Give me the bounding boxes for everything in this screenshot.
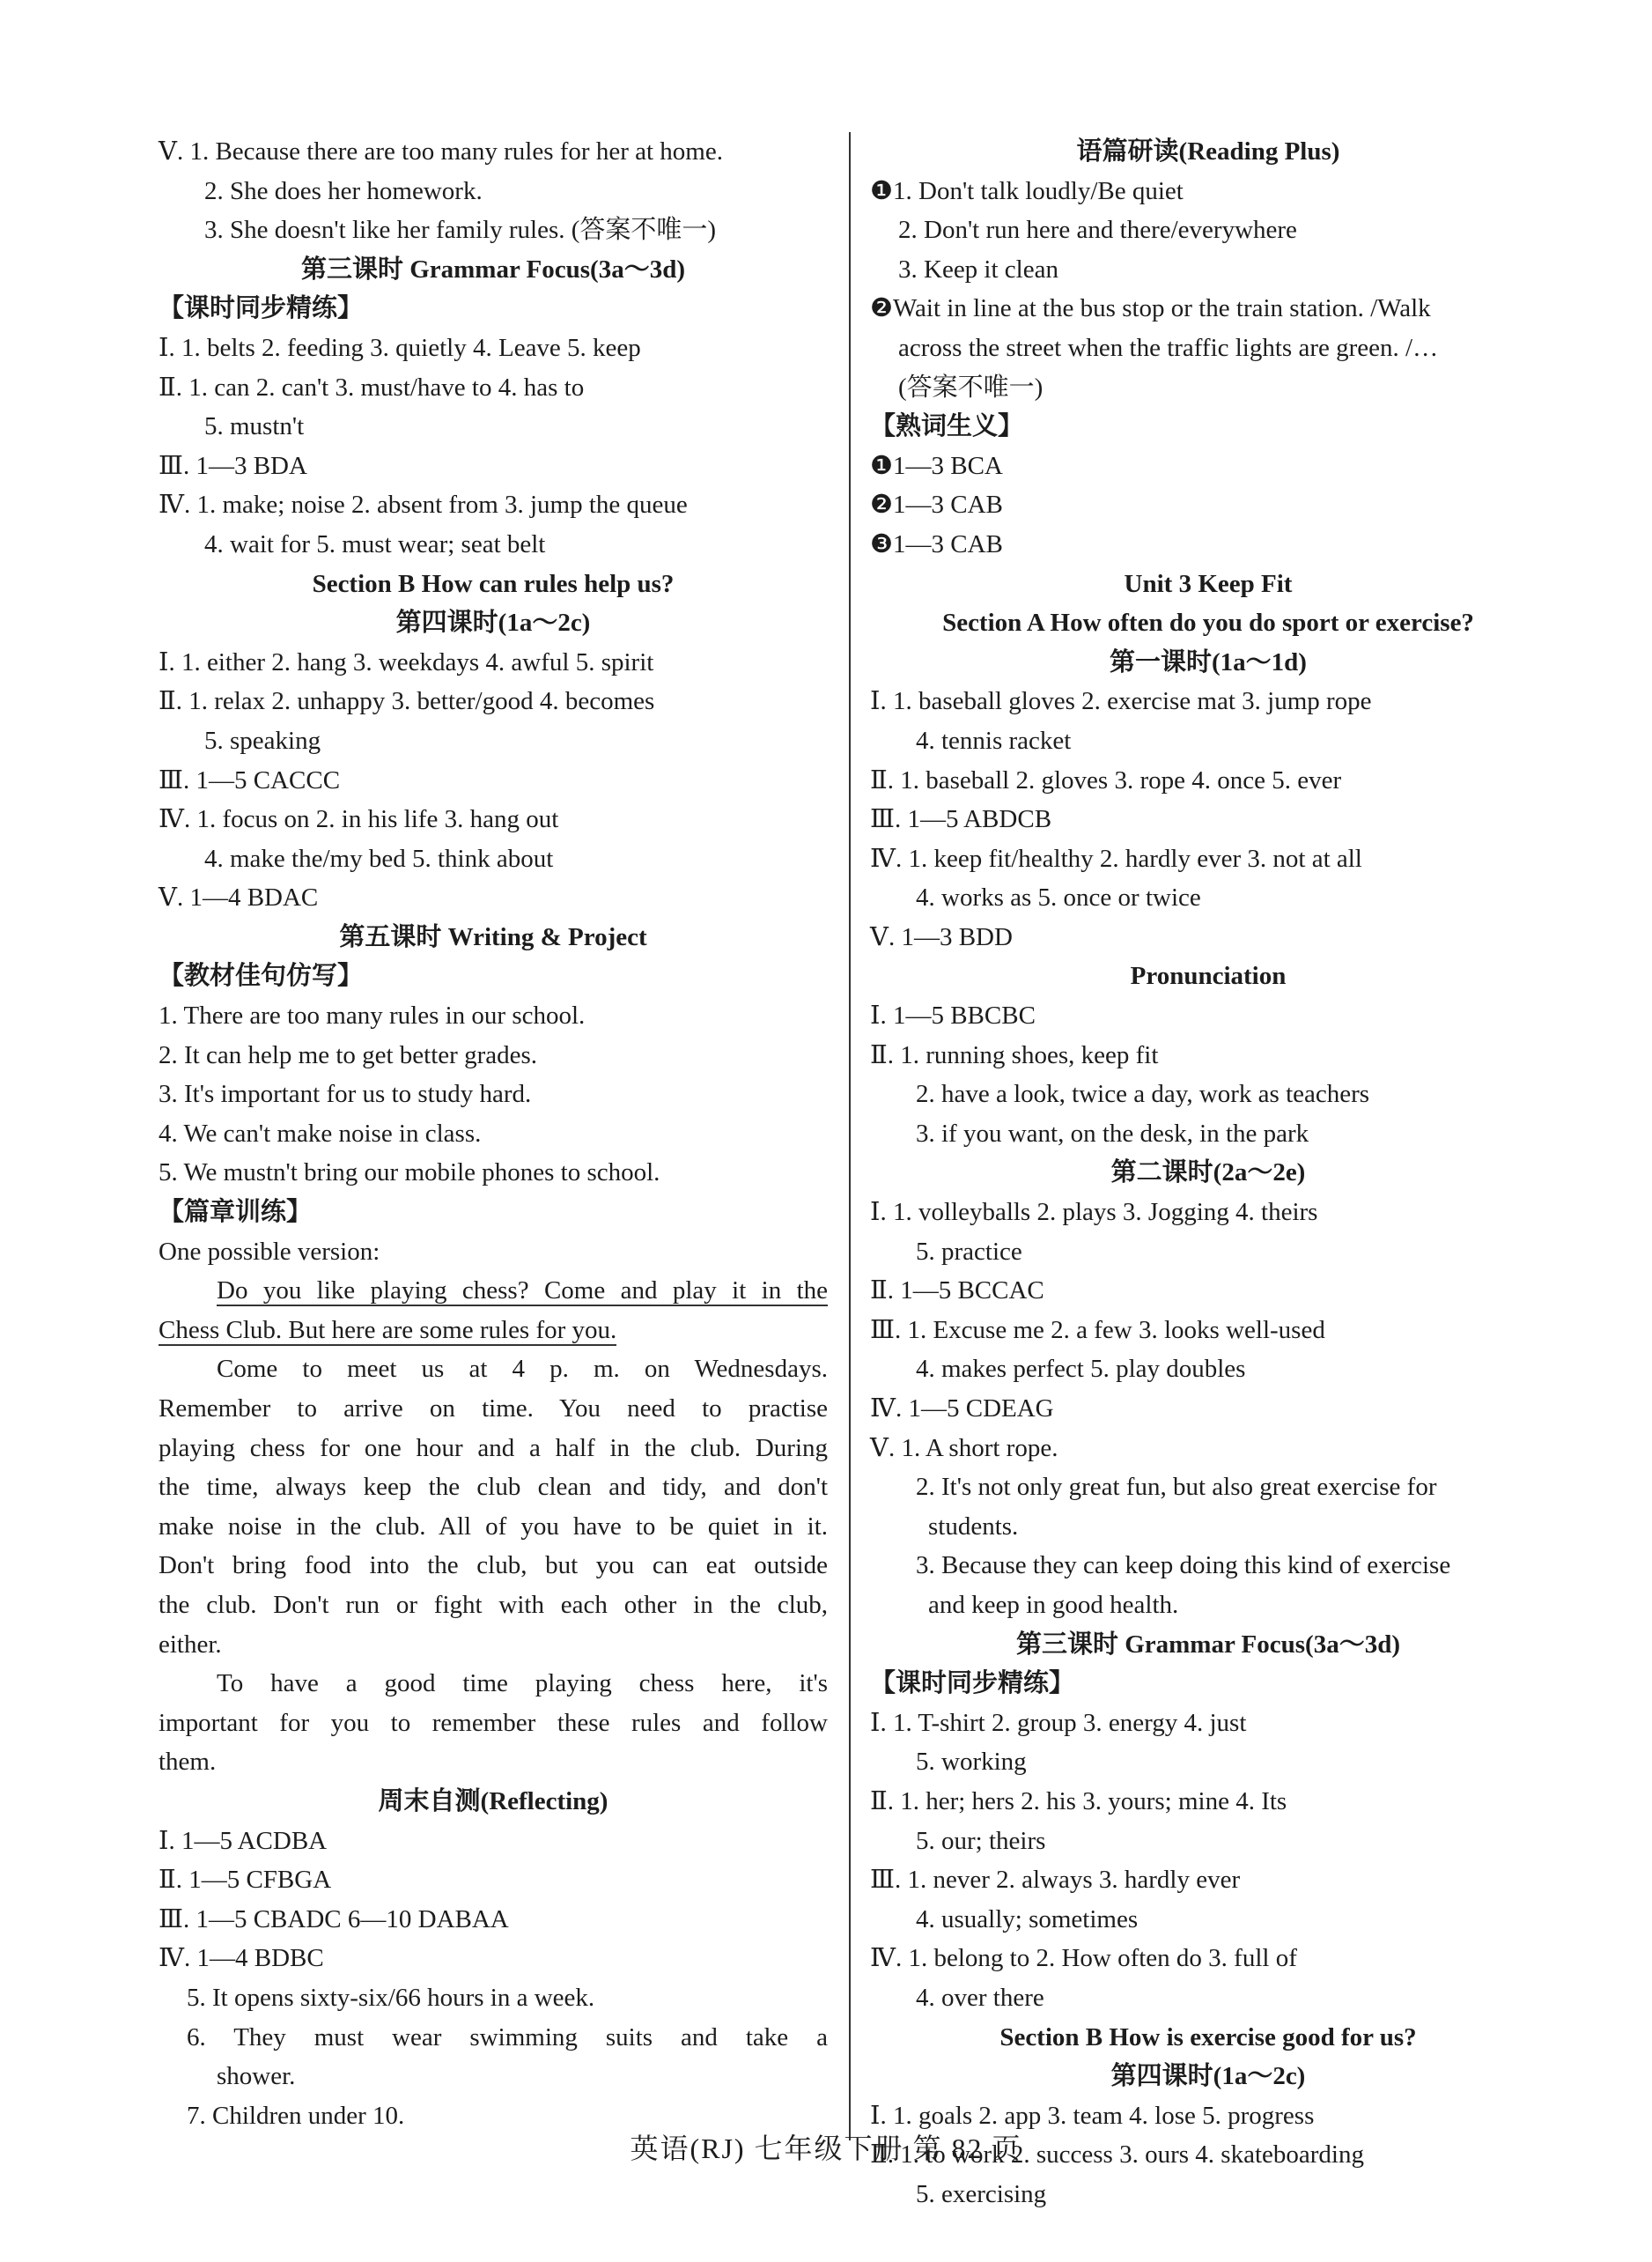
answer-line — [159, 250, 828, 290]
answer-line-text: 5. our; theirs — [916, 1826, 1046, 1855]
answer-line-text: Ⅱ. 1. relax 2. unhappy 3. better/good 4. becomes — [159, 687, 655, 716]
answer-line-text: Ⅰ. 1—5 BBCBC — [870, 1002, 1036, 1031]
answer-line — [870, 878, 1546, 918]
answer-line-text: 5. exercising — [916, 2179, 1047, 2208]
answer-line — [870, 211, 1546, 250]
answer-line — [159, 485, 828, 525]
answer-line-text: 5. mustn't — [204, 412, 305, 441]
answer-line-text: 第二课时(2a～2e) — [1110, 1158, 1306, 1187]
answer-line-text: 4. We can't make noise in class. — [159, 1119, 482, 1148]
answer-line — [159, 172, 828, 211]
answer-line — [159, 1939, 828, 1978]
answer-line — [159, 1232, 828, 1272]
answer-line-text: Ⅴ. 1. A short rope. — [870, 1433, 1058, 1462]
answer-line — [159, 957, 828, 996]
answer-line — [870, 682, 1546, 721]
answer-line — [870, 1036, 1546, 1076]
answer-line-text: Ⅲ. 1—3 BDA — [159, 451, 307, 480]
answer-line — [159, 1900, 828, 1940]
answer-line — [870, 761, 1546, 801]
answer-line — [870, 839, 1546, 879]
answer-line — [870, 2175, 1546, 2214]
answer-line — [870, 996, 1546, 1036]
answer-line — [159, 2018, 828, 2058]
answer-line-text: Remember to arrive on time. You need to practise — [159, 1394, 828, 1423]
answer-line — [870, 721, 1546, 761]
answer-line — [870, 132, 1546, 172]
answer-line — [870, 1075, 1546, 1114]
answer-line — [159, 1467, 828, 1507]
answer-line-text: 2. It can help me to get better grades. — [159, 1040, 538, 1069]
answer-line-text: ❶1. Don't talk loudly/Be quiet — [870, 176, 1184, 205]
answer-line — [870, 289, 1546, 329]
answer-line-text: shower. — [217, 2062, 296, 2091]
answer-line — [870, 1232, 1546, 1272]
answer-line-text: 第五课时 Writing & Project — [339, 922, 647, 951]
answer-line — [159, 1664, 828, 1704]
answer-line-text: 5. practice — [916, 1237, 1022, 1266]
answer-line-text: 第四课时(1a～2c) — [395, 609, 591, 638]
answer-line — [159, 1153, 828, 1193]
answer-line-text: Chess Club. But here are some rules for you. — [159, 1315, 617, 1344]
answer-line-text: 【课时同步精练】 — [870, 1669, 1075, 1698]
answer-line — [159, 721, 828, 761]
answer-line — [159, 289, 828, 329]
answer-line — [159, 1546, 828, 1586]
answer-line — [159, 1860, 828, 1900]
answer-line — [159, 1978, 828, 2018]
answer-line — [870, 603, 1546, 643]
answer-line — [870, 1900, 1546, 1940]
answer-line — [870, 447, 1546, 486]
answer-line — [159, 132, 828, 172]
answer-line — [870, 1429, 1546, 1468]
answer-line — [870, 1311, 1546, 1350]
answer-line-text: 1. There are too many rules in our school. — [159, 1002, 586, 1031]
answer-line — [870, 1586, 1546, 1625]
answer-line — [159, 1625, 828, 1665]
answer-line — [159, 1311, 828, 1350]
answer-line-text: 3. It's important for us to study hard. — [159, 1080, 532, 1109]
answer-line-text: playing chess for one hour and a half in the club. During — [159, 1433, 828, 1462]
answer-line — [159, 1822, 828, 1861]
answer-line — [870, 1939, 1546, 1978]
answer-line — [870, 485, 1546, 525]
answer-line — [870, 1114, 1546, 1154]
answer-line-text: Ⅴ. 1—3 BDD — [870, 922, 1013, 951]
answer-line-text: 3. She doesn't like her family rules. (答案不唯一) — [204, 216, 717, 245]
answer-line-text: Ⅳ. 1. focus on 2. in his life 3. hang out — [159, 805, 559, 834]
answer-line-text: Ⅰ. 1. goals 2. app 3. team 4. lose 5. progress — [870, 2101, 1315, 2130]
answer-line-text: 5. speaking — [204, 726, 321, 755]
answer-line — [870, 1546, 1546, 1586]
answer-line-text: Do you like playing chess? Come and play it in the — [217, 1276, 828, 1305]
answer-line-text: students. — [928, 1512, 1019, 1541]
answer-line — [870, 800, 1546, 839]
answer-line-text: 第三课时 Grammar Focus(3a～3d) — [1015, 1630, 1401, 1659]
answer-line — [159, 211, 828, 250]
answer-line — [870, 643, 1546, 683]
answer-line-text: Ⅰ. 1. either 2. hang 3. weekdays 4. awful 5. spirit — [159, 647, 654, 676]
answer-line — [870, 1349, 1546, 1389]
answer-line-text: them. — [159, 1748, 217, 1777]
answer-line — [159, 565, 828, 604]
answer-line-text: 4. works as 5. once or twice — [916, 883, 1201, 913]
answer-line — [159, 761, 828, 801]
answer-line-text: 3. if you want, on the desk, in the park — [916, 1119, 1309, 1148]
answer-line — [870, 2018, 1546, 2058]
answer-line — [870, 918, 1546, 957]
right-column — [870, 132, 1546, 2214]
answer-line-text: Ⅳ. 1. make; noise 2. absent from 3. jump the queue — [159, 491, 688, 520]
answer-line-text: 5. We mustn't bring our mobile phones to school. — [159, 1158, 660, 1187]
answer-line — [870, 1742, 1546, 1782]
answer-line-text: 第一课时(1a～1d) — [1110, 647, 1307, 676]
answer-line — [870, 250, 1546, 290]
answer-line-text: Ⅰ. 1. baseball gloves 2. exercise mat 3. jump rope — [870, 687, 1372, 716]
answer-line-text: Section B How is exercise good for us? — [999, 2022, 1417, 2051]
answer-line-text: 5. working — [916, 1748, 1027, 1777]
answer-line-text: 【教材佳句仿写】 — [159, 962, 364, 991]
answer-line-text: and keep in good health. — [928, 1590, 1179, 1619]
answer-line-text: ❶1—3 BCA — [870, 451, 1003, 480]
answer-line — [159, 2057, 828, 2096]
answer-line-text: Ⅲ. 1—5 ABDCB — [870, 805, 1052, 834]
answer-line — [159, 1742, 828, 1782]
answer-line-text: Ⅱ. 1. her; hers 2. his 3. yours; mine 4. Its — [870, 1786, 1287, 1815]
answer-line-text: (答案不唯一) — [898, 373, 1044, 402]
answer-line — [870, 1389, 1546, 1429]
answer-line-text: important for you to remember these rules and follow — [159, 1708, 828, 1737]
answer-line-text: Ⅱ. 1. can 2. can't 3. must/have to 4. has to — [159, 373, 585, 402]
answer-line-text: 5. It opens sixty-six/66 hours in a week. — [187, 1983, 595, 2012]
answer-line — [870, 1782, 1546, 1822]
answer-line-text: Ⅱ. 1. running shoes, keep fit — [870, 1040, 1159, 1069]
answer-line-text: the time, always keep the club clean and tidy, and don't — [159, 1473, 828, 1502]
answer-line-text: 4. wait for 5. must wear; seat belt — [204, 529, 546, 558]
answer-line-text: 【篇章训练】 — [159, 1198, 313, 1227]
answer-line-text: Ⅰ. 1. T-shirt 2. group 3. energy 4. just — [870, 1708, 1247, 1737]
answer-line — [870, 172, 1546, 211]
answer-line-text: Ⅳ. 1. keep fit/healthy 2. hardly ever 3. not at all — [870, 844, 1362, 873]
answer-line-text: 4. over there — [916, 1983, 1044, 2012]
answer-line — [159, 1429, 828, 1468]
answer-line-text: Ⅴ. 1. Because there are too many rules for her at home. — [159, 137, 723, 166]
answer-line-text: ❷Wait in line at the bus stop or the train station. /Walk — [870, 294, 1431, 323]
answer-line — [159, 1193, 828, 1232]
answer-line-text: Ⅲ. 1. Excuse me 2. a few 3. looks well-used — [870, 1315, 1325, 1344]
answer-line-text: Pronunciation — [1130, 962, 1287, 991]
answer-line-text: Ⅳ. 1. belong to 2. How often do 3. full of — [870, 1944, 1297, 1973]
answer-line — [159, 839, 828, 879]
answer-line-text: Ⅱ. 1—5 BCCAC — [870, 1276, 1044, 1305]
column-divider — [849, 132, 851, 2140]
answer-line-text: Ⅱ. 1—5 CFBGA — [159, 1866, 332, 1895]
answer-line-text: Ⅳ. 1—5 CDEAG — [870, 1394, 1054, 1423]
page-footer: 英语(RJ) 七年级下册 第 82 页 — [630, 2133, 1022, 2164]
answer-line-text: make noise in the club. All of you have to be quiet in it. — [159, 1512, 828, 1541]
answer-line — [159, 878, 828, 918]
answer-line — [159, 1704, 828, 1743]
answer-line — [870, 329, 1546, 368]
answer-line-text: Ⅲ. 1—5 CBADC 6—10 DABAA — [159, 1904, 509, 1933]
answer-line-text: 4. makes perfect 5. play doubles — [916, 1355, 1246, 1384]
answer-line-text: Ⅰ. 1. belts 2. feeding 3. quietly 4. Leave 5. keep — [159, 333, 641, 362]
answer-line — [870, 1822, 1546, 1861]
left-column — [159, 132, 828, 2135]
answer-line — [159, 643, 828, 683]
answer-line — [870, 2057, 1546, 2096]
answer-line — [159, 1114, 828, 1154]
answer-line — [159, 682, 828, 721]
answer-line — [870, 1704, 1546, 1743]
answer-line-text: 周末自测(Reflecting) — [378, 1786, 608, 1815]
answer-line — [870, 565, 1546, 604]
answer-line-text: 3. Because they can keep doing this kind of exercise — [916, 1551, 1451, 1580]
answer-line-text: Unit 3 Keep Fit — [1124, 569, 1293, 598]
answer-line-text: 第三课时 Grammar Focus(3a～3d) — [300, 255, 686, 284]
answer-line — [159, 603, 828, 643]
answer-line — [870, 525, 1546, 565]
answer-line-text: 2. have a look, twice a day, work as teachers — [916, 1080, 1370, 1109]
answer-line-text: Ⅲ. 1—5 CACCC — [159, 765, 341, 795]
answer-line — [159, 1075, 828, 1114]
answer-line — [159, 996, 828, 1036]
answer-line — [870, 1978, 1546, 2018]
answer-line-text: Come to meet us at 4 p. m. on Wednesdays. — [217, 1355, 828, 1384]
answer-line-text: 第四课时(1a～2c) — [1110, 2062, 1306, 2091]
answer-line-text: Section B How can rules help us? — [312, 569, 675, 598]
answer-line — [159, 407, 828, 447]
answer-line-text: Ⅲ. 1. never 2. always 3. hardly ever — [870, 1866, 1241, 1895]
answer-line-text: the club. Don't run or fight with each other in the club, — [159, 1590, 828, 1619]
answer-line — [870, 407, 1546, 447]
answer-line-text: 4. make the/my bed 5. think about — [204, 844, 554, 873]
answer-line-text: 语篇研读(Reading Plus) — [1076, 137, 1340, 166]
answer-line — [870, 368, 1546, 408]
answer-line-text: 2. Don't run here and there/everywhere — [898, 216, 1297, 245]
answer-line-text: Don't bring food into the club, but you can eat outside — [159, 1551, 828, 1580]
answer-line-text: 【课时同步精练】 — [159, 294, 364, 323]
answer-line-text: 3. Keep it clean — [898, 255, 1058, 284]
answer-line-text: 2. She does her homework. — [204, 176, 483, 205]
answer-line-text: One possible version: — [159, 1237, 380, 1266]
answer-line — [870, 1153, 1546, 1193]
answer-line-text: Ⅱ. 1. to work 2. success 3. ours 4. skateboarding — [870, 2140, 1364, 2170]
answer-line — [159, 1271, 828, 1311]
answer-line — [159, 918, 828, 957]
answer-line — [159, 368, 828, 408]
answer-line — [159, 525, 828, 565]
answer-line — [870, 957, 1546, 996]
answer-line-text: 6. They must wear swimming suits and take a — [187, 2022, 828, 2051]
answer-line — [159, 1036, 828, 1076]
answer-line-text: 7. Children under 10. — [187, 2101, 405, 2130]
answer-line — [159, 800, 828, 839]
answer-line-text: 2. It's not only great fun, but also great exercise for — [916, 1473, 1437, 1502]
answer-line — [159, 1586, 828, 1625]
answer-line-text: Section A How often do you do sport or exercise? — [942, 609, 1474, 638]
answer-line-text: either. — [159, 1630, 222, 1659]
answer-line-text: 【熟词生义】 — [870, 412, 1024, 441]
answer-line — [159, 1389, 828, 1429]
answer-line-text: To have a good time playing chess here, it's — [217, 1669, 828, 1698]
answer-line — [159, 1507, 828, 1547]
answer-line-text: Ⅱ. 1. baseball 2. gloves 3. rope 4. once 5. ever — [870, 765, 1342, 795]
answer-line — [870, 1625, 1546, 1665]
answer-line-text: ❷1—3 CAB — [870, 491, 1003, 520]
answer-line-text: Ⅰ. 1. volleyballs 2. plays 3. Jogging 4. theirs — [870, 1198, 1318, 1227]
answer-line-text: Ⅳ. 1—4 BDBC — [159, 1944, 324, 1973]
answer-line — [870, 1467, 1546, 1507]
answer-line-text: ❸1—3 CAB — [870, 529, 1003, 558]
answer-line — [159, 1782, 828, 1822]
answer-line — [159, 329, 828, 368]
answer-line-text: Ⅴ. 1—4 BDAC — [159, 883, 319, 913]
answer-line-text: Ⅰ. 1—5 ACDBA — [159, 1826, 328, 1855]
answer-line — [870, 1507, 1546, 1547]
answer-line — [870, 1193, 1546, 1232]
answer-line — [870, 1664, 1546, 1704]
answer-line-text: 4. usually; sometimes — [916, 1904, 1139, 1933]
answer-line-text: 4. tennis racket — [916, 726, 1072, 755]
answer-line — [159, 1349, 828, 1389]
answer-line — [870, 1271, 1546, 1311]
answer-line — [159, 447, 828, 486]
answer-line — [870, 1860, 1546, 1900]
answer-line-text: across the street when the traffic lights are green. /… — [898, 333, 1439, 362]
